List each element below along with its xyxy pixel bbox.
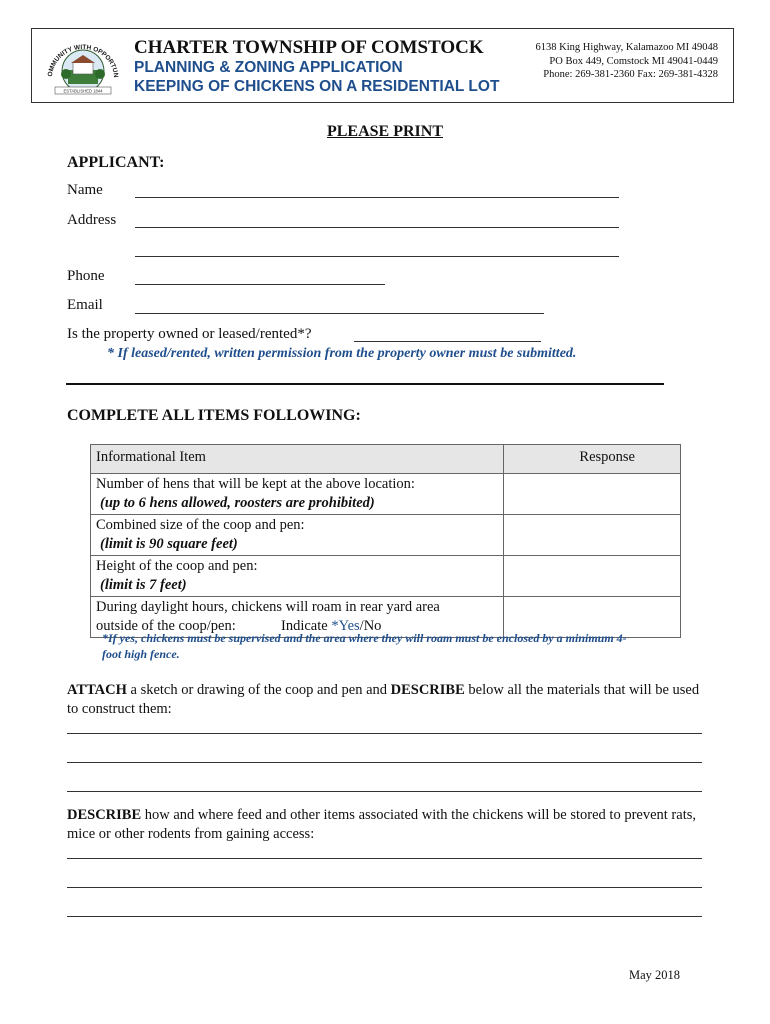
email-field[interactable] [135,313,544,314]
please-print-heading: PLEASE PRINT [326,123,444,140]
response-cell-height[interactable] [504,556,681,597]
indicate-label: Indicate [280,618,328,634]
describe-bold: DESCRIBE [390,682,465,698]
items-table [90,444,681,638]
row-item-text: During daylight hours, chickens will roam in rear yard area [96,599,440,615]
leased-note: * If leased/rented, written permission from the property owner must be submitted. [107,346,577,361]
footer-date: May 2018 [628,968,680,982]
no-option[interactable]: /No [359,618,382,634]
email-label: Email [67,297,103,313]
roam-footnote: *If yes, chickens must be supervised and the area where they will roam must be enclosed by a minimum 4-foot high fence. [102,631,627,661]
response-cell-hens[interactable] [504,474,681,515]
address-field-1[interactable] [135,227,619,228]
owned-question: Is the property owned or leased/rented*? [67,326,312,342]
section-divider [66,383,664,385]
phone-fax: Phone: 269-381-2360 Fax: 269-381-4328 [543,69,718,80]
svg-text:ESTABLISHED 1844: ESTABLISHED 1844 [63,88,103,94]
describe-instructions: DESCRIBE how and where feed and other items associated with the chickens will be stored to prevent rats, mice or other rodents from gaining access: [67,807,696,842]
table-row [91,474,681,515]
storage-line-3[interactable] [67,916,702,917]
applicant-heading: APPLICANT: [67,154,165,171]
table-header-row [91,445,681,474]
form-subtitle-2: KEEPING OF CHICKENS ON A RESIDENTIAL LOT [134,78,500,95]
owned-field[interactable] [354,341,541,342]
describe-bold-2: DESCRIBE [67,807,142,823]
table-row [91,515,681,556]
materials-line-1[interactable] [67,733,702,734]
row-item-limit: (limit is 7 feet) [100,577,187,593]
response-cell-size[interactable] [504,515,681,556]
name-field[interactable] [135,197,619,198]
yes-option[interactable]: *Yes [331,618,360,634]
complete-heading: COMPLETE ALL ITEMS FOLLOWING: [67,407,361,424]
row-item-text-2: outside of the coop/pen: [96,618,236,634]
form-subtitle-1: PLANNING & ZONING APPLICATION [134,59,403,76]
storage-line-1[interactable] [67,858,702,859]
attach-instructions: ATTACH a sketch or drawing of the coop and pen and DESCRIBE below all the materials that will be used to construct them: [67,682,700,717]
col-header-item: Informational Item [91,445,504,474]
materials-line-2[interactable] [67,762,702,763]
attach-bold: ATTACH [67,682,127,698]
address-line-1: 6138 King Highway, Kalamazoo MI 49048 [535,42,718,53]
table-row [91,556,681,597]
col-header-response: Response [504,445,681,474]
materials-line-3[interactable] [67,791,702,792]
row-item-text: Height of the coop and pen: [96,558,258,574]
org-name: CHARTER TOWNSHIP OF COMSTOCK [134,37,484,58]
phone-field[interactable] [135,284,385,285]
address-line-2: PO Box 449, Comstock MI 49041-0449 [549,56,718,67]
address-field-2[interactable] [135,256,619,257]
phone-label: Phone [67,268,105,284]
address-label: Address [67,212,117,228]
township-logo [42,38,124,96]
row-item-limit: (limit is 90 square feet) [100,536,238,552]
row-item-text: Combined size of the coop and pen: [96,517,305,533]
row-item-text: Number of hens that will be kept at the above location: [96,476,415,492]
storage-line-2[interactable] [67,887,702,888]
row-item-limit: (up to 6 hens allowed, roosters are prohibited) [100,495,375,511]
svg-text:A COMMUNITY WITH OPPORTUNITY: OMMUNITY WITH OPPORTUN [46,43,120,78]
name-label: Name [67,182,103,198]
